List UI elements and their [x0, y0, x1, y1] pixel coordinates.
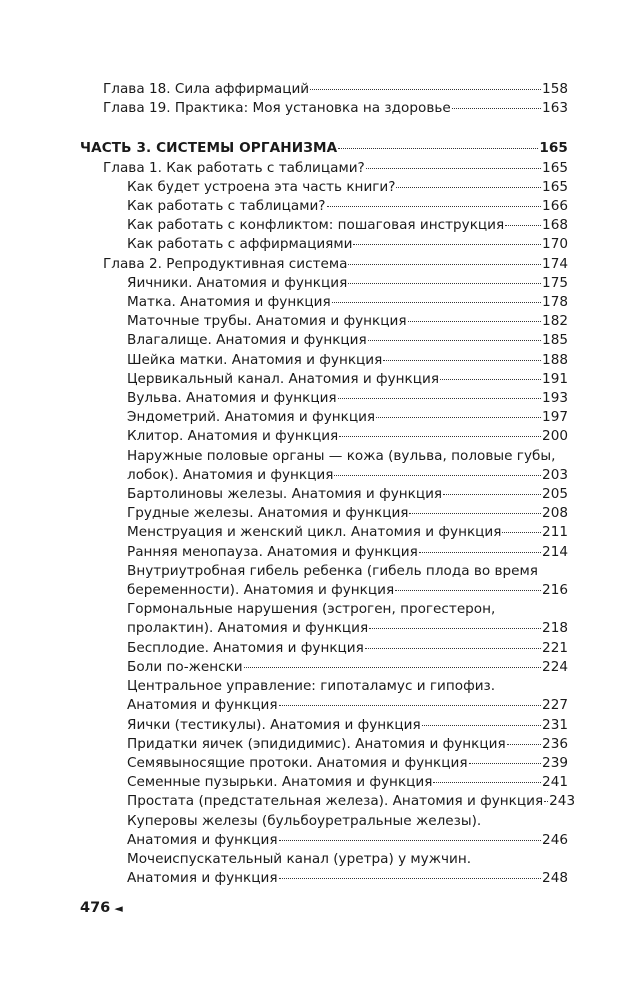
toc-entry-title: Глава 1. Как работать с таблицами? — [103, 159, 365, 176]
toc-entry-page: 214 — [542, 543, 568, 560]
toc-entry-title: Грудные железы. Анатомия и функция — [127, 505, 409, 522]
toc-entry-title-line: Внутриутробная гибель ребенка (гибель плода во время — [127, 562, 538, 579]
toc-entry-title: Простата (предстательная железа). Анатомия и функция — [127, 793, 544, 810]
toc-part-entry[interactable] — [80, 139, 568, 158]
toc-entry[interactable] — [127, 427, 568, 446]
dot-leader — [395, 590, 541, 591]
toc-entry-title: Бесплодие. Анатомия и функция — [127, 639, 364, 656]
dot-leader — [376, 417, 541, 418]
toc-entry-row — [127, 581, 568, 600]
toc-entry-page: 182 — [542, 313, 568, 330]
toc-entry-row — [127, 293, 568, 312]
toc-entry-page: 224 — [542, 658, 568, 675]
toc-entry[interactable] — [103, 159, 568, 178]
toc-entry-title: Глава 19. Практика: Моя установка на здоровье — [103, 100, 451, 117]
toc-entry-title: Семявыносящие протоки. Анатомия и функция — [127, 754, 468, 771]
toc-entry-page: 203 — [542, 466, 568, 483]
dot-leader — [409, 513, 541, 514]
toc-entry-row — [127, 312, 568, 331]
toc-entry-row — [127, 216, 568, 235]
toc-entry-row — [103, 255, 568, 274]
dot-leader — [396, 187, 541, 188]
toc-entry-page: 191 — [542, 370, 568, 387]
toc-entry-page: 236 — [542, 735, 568, 752]
toc-entry-row — [103, 159, 568, 178]
dot-leader — [469, 763, 542, 764]
dot-leader — [505, 225, 541, 226]
toc-entry-title: Вульва. Анатомия и функция — [127, 390, 337, 407]
dot-leader — [443, 494, 541, 495]
toc-entry[interactable] — [127, 754, 568, 773]
toc-entry[interactable] — [127, 504, 568, 523]
dot-leader — [338, 398, 541, 399]
dot-leader — [338, 148, 538, 149]
toc-entry[interactable] — [127, 370, 568, 389]
dot-leader — [507, 744, 541, 745]
toc-entry[interactable] — [127, 812, 568, 850]
toc-entry-title-line: Гормональные нарушения (эстроген, прогестерон, — [127, 601, 496, 618]
toc-entry-title: Как будет устроена эта часть книги? — [127, 178, 396, 195]
toc-entry-page: 188 — [542, 351, 568, 368]
toc-entry[interactable] — [127, 408, 568, 427]
toc-entry-title-line: Мочеиспускательный канал (уретра) у мужчин. — [127, 850, 472, 867]
toc-entry-row — [127, 351, 568, 370]
toc-entry-title: Анатомия и функция — [127, 870, 278, 887]
toc-entry-row — [127, 754, 568, 773]
dot-leader — [368, 340, 541, 341]
toc-entry-title: Бартолиновы железы. Анатомия и функция — [127, 486, 443, 503]
toc-entry-title: Как работать с таблицами? — [127, 198, 326, 215]
toc-entry-title: Яичники. Анатомия и функция — [127, 274, 348, 291]
toc-entry[interactable] — [127, 235, 568, 254]
left-triangle-icon: ◄ — [114, 902, 123, 915]
toc-entry-title: Как работать с конфликтом: пошаговая инструкция — [127, 217, 505, 234]
toc-entry-page: 205 — [542, 486, 568, 503]
toc-entry-row — [127, 274, 568, 293]
dot-leader — [279, 705, 542, 706]
toc-entry[interactable] — [127, 716, 568, 735]
dot-leader — [244, 667, 541, 668]
toc-entry-page: 165 — [539, 140, 568, 157]
toc-entry-title: Как работать с аффирмациями — [127, 236, 353, 253]
page-footer — [80, 900, 123, 916]
toc-entry[interactable] — [127, 735, 568, 754]
toc-entry-row — [127, 178, 568, 197]
toc-entry-page: 170 — [542, 236, 568, 253]
dot-leader — [353, 244, 541, 245]
toc-entry[interactable] — [127, 792, 576, 811]
toc-entry-page: 200 — [542, 428, 568, 445]
table-of-contents — [80, 80, 576, 888]
toc-entry-row — [127, 773, 568, 792]
toc-entry-page: 231 — [542, 716, 568, 733]
toc-entry-row — [127, 466, 568, 485]
toc-entry-title: Маточные трубы. Анатомия и функция — [127, 313, 407, 330]
toc-entry[interactable] — [127, 562, 568, 600]
toc-entry[interactable] — [127, 523, 568, 542]
toc-entry-row — [103, 99, 568, 118]
toc-entry-row — [127, 523, 568, 542]
toc-entry[interactable] — [127, 639, 568, 658]
toc-entry-page: 158 — [542, 81, 568, 97]
toc-entry-title: Менструация и женский цикл. Анатомия и функция — [127, 524, 502, 541]
toc-entry-title: Ранняя менопауза. Анатомия и функция — [127, 543, 418, 560]
toc-entry-row — [127, 619, 568, 638]
toc-entry[interactable] — [127, 447, 568, 485]
toc-entry-title: Глава 2. Репродуктивная система — [103, 255, 348, 272]
toc-entry-title: Шейка матки. Анатомия и функция — [127, 351, 383, 368]
toc-entry-page: 175 — [542, 274, 568, 291]
toc-entry-page: 248 — [542, 870, 568, 887]
toc-entry-row — [127, 831, 568, 850]
dot-leader — [327, 206, 542, 207]
toc-entry-page: 185 — [542, 332, 568, 349]
toc-entry-page: 174 — [542, 255, 568, 272]
dot-leader — [348, 264, 541, 265]
toc-entry[interactable] — [127, 312, 568, 331]
toc-entry-row — [103, 80, 568, 99]
dot-leader — [422, 725, 541, 726]
toc-entry-page: 166 — [542, 198, 568, 215]
toc-entry[interactable] — [127, 293, 568, 312]
toc-entry-title: лобок). Анатомия и функция — [127, 466, 334, 483]
dot-leader — [408, 321, 542, 322]
dot-leader — [279, 878, 542, 879]
toc-entry-row — [127, 370, 568, 389]
toc-entry-row — [80, 139, 568, 158]
toc-entry[interactable] — [103, 80, 568, 99]
toc-entry-page: 168 — [542, 217, 568, 234]
toc-entry-title-line: Наружные половые органы — кожа (вульва, половые губы, — [127, 447, 556, 464]
dot-leader — [366, 168, 541, 169]
toc-entry-row — [127, 504, 568, 523]
toc-entry-title-line: Куперовы железы (бульбоуретральные железы). — [127, 812, 482, 829]
toc-entry-title: пролактин). Анатомия и функция — [127, 620, 369, 637]
toc-entry-row — [127, 427, 568, 446]
dot-leader — [544, 801, 548, 802]
toc-entry-page: 197 — [542, 409, 568, 426]
toc-entry[interactable] — [127, 600, 568, 638]
toc-entry-title: Придатки яичек (эпидидимис). Анатомия и функция — [127, 735, 506, 752]
toc-entry[interactable] — [127, 351, 568, 370]
toc-entry-title: Боли по-женски — [127, 658, 243, 675]
toc-entry-page: 208 — [542, 505, 568, 522]
toc-entry-row — [127, 485, 568, 504]
toc-entry-page: 165 — [542, 159, 568, 176]
toc-entry-row — [127, 735, 568, 754]
dot-leader — [502, 532, 541, 533]
toc-entry-row — [127, 389, 568, 408]
dot-leader — [332, 302, 541, 303]
toc-entry-title: Яички (тестикулы). Анатомия и функция — [127, 716, 421, 733]
toc-entry-row — [127, 543, 568, 562]
toc-entry-page: 221 — [542, 639, 568, 656]
toc-entry-row — [127, 696, 568, 715]
dot-leader — [440, 379, 541, 380]
toc-entry[interactable] — [127, 543, 568, 562]
toc-entry-title: Анатомия и функция — [127, 831, 278, 848]
toc-entry-page: 216 — [542, 582, 568, 599]
toc-entry-row — [127, 331, 568, 350]
toc-entry-page: 218 — [542, 620, 568, 637]
dot-leader — [365, 648, 541, 649]
dot-leader — [310, 89, 541, 90]
toc-entry[interactable] — [127, 677, 568, 715]
dot-leader — [348, 283, 541, 284]
toc-entry-row — [127, 869, 568, 888]
dot-leader — [452, 108, 541, 109]
toc-entry-title: Семенные пузырьки. Анатомия и функция — [127, 774, 433, 791]
toc-entry-title: Влагалище. Анатомия и функция — [127, 332, 367, 349]
toc-entry-row — [127, 792, 576, 811]
toc-entry-page: 193 — [542, 390, 568, 407]
toc-entry-title: Матка. Анатомия и функция — [127, 294, 331, 311]
toc-entry-row — [127, 408, 568, 427]
toc-entry[interactable] — [127, 850, 568, 888]
toc-entry[interactable] — [127, 389, 568, 408]
toc-entry-title: Цервикальный канал. Анатомия и функция — [127, 370, 440, 387]
toc-entry-page: 211 — [542, 524, 568, 541]
toc-entry-title: Глава 18. Сила аффирмаций — [103, 81, 310, 97]
toc-entry[interactable] — [127, 773, 568, 792]
dot-leader — [279, 840, 542, 841]
toc-entry-page: 178 — [542, 294, 568, 311]
toc-entry-title: ЧАСТЬ 3. СИСТЕМЫ ОРГАНИЗМА — [80, 140, 338, 157]
toc-entry[interactable] — [103, 255, 568, 274]
toc-entry-row — [127, 197, 568, 216]
toc-entry-page: 163 — [542, 100, 568, 117]
dot-leader — [334, 475, 541, 476]
dot-leader — [419, 552, 541, 553]
toc-entry-title: беременности). Анатомия и функция — [127, 582, 395, 599]
dot-leader — [383, 360, 541, 361]
toc-entry-row — [127, 639, 568, 658]
toc-entry-title: Эндометрий. Анатомия и функция — [127, 409, 376, 426]
toc-entry[interactable] — [127, 658, 568, 677]
toc-entry-row — [127, 235, 568, 254]
toc-entry-page: 243 — [549, 793, 576, 810]
toc-entry-title-line: Центральное управление: гипоталамус и гипофиз. — [127, 678, 496, 695]
toc-entry-page: 246 — [542, 831, 568, 848]
toc-entry[interactable] — [127, 485, 568, 504]
toc-entry-page: 227 — [542, 697, 568, 714]
page-number: 476 — [80, 900, 111, 916]
toc-entry-page: 165 — [542, 178, 568, 195]
toc-entry-page: 239 — [542, 754, 568, 771]
toc-entry-page: 241 — [542, 774, 568, 791]
toc-entry[interactable] — [103, 99, 568, 118]
toc-entry[interactable] — [127, 274, 568, 293]
dot-leader — [433, 782, 541, 783]
toc-entry-title: Клитор. Анатомия и функция — [127, 428, 339, 445]
toc-entry-row — [127, 716, 568, 735]
toc-entry-title: Анатомия и функция — [127, 697, 278, 714]
dot-leader — [339, 436, 541, 437]
toc-entry-row — [127, 658, 568, 677]
toc-entry[interactable] — [127, 216, 568, 235]
dot-leader — [369, 628, 541, 629]
toc-entry[interactable] — [127, 331, 568, 350]
toc-entry[interactable] — [127, 178, 568, 197]
toc-entry[interactable] — [127, 197, 568, 216]
